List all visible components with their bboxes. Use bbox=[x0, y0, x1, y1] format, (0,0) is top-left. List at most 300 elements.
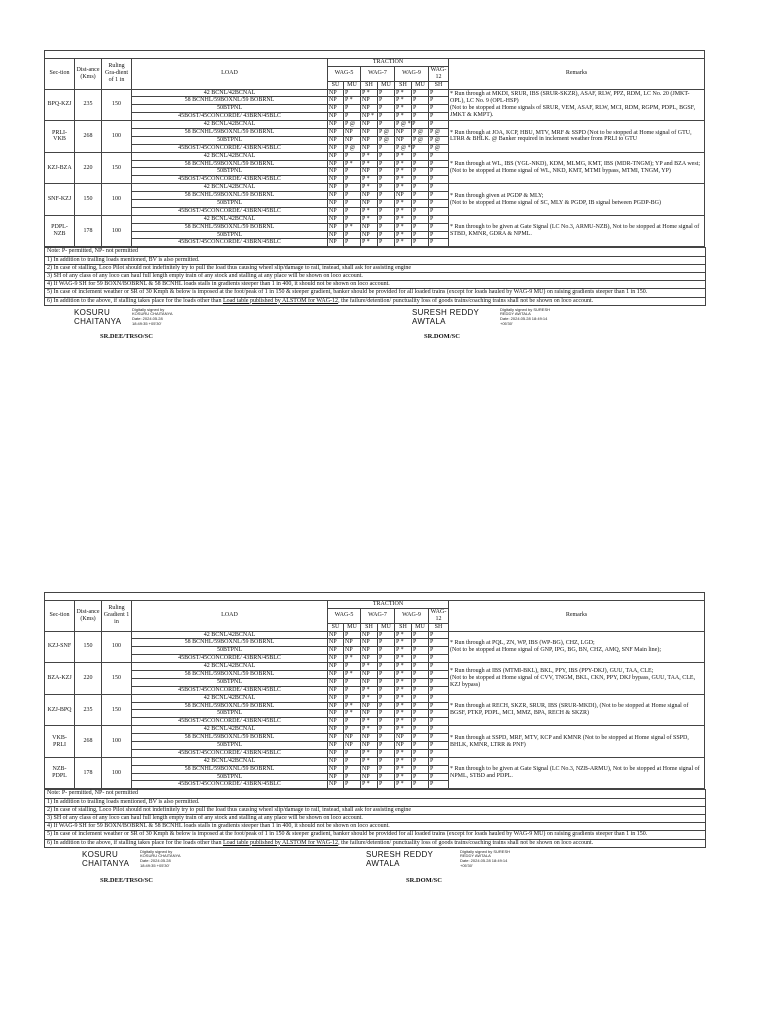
traction-cell: P bbox=[344, 105, 361, 113]
table-row bbox=[45, 631, 705, 639]
traction-cell: P bbox=[344, 765, 361, 773]
traction-cell: P bbox=[412, 192, 429, 200]
note-line: Note: P- permitted, NP- not permitted bbox=[45, 789, 705, 797]
load-cell: 58 BCNHL/59BOXNL/59 BOBRNL bbox=[132, 765, 328, 773]
traction-cell: P bbox=[429, 671, 449, 679]
traction-cell: P bbox=[429, 223, 449, 231]
load-cell: 50BTPNL bbox=[132, 105, 328, 113]
sig-meta-line: 18:49:35 +05'30' bbox=[132, 321, 162, 327]
traction-cell: NP bbox=[328, 734, 344, 742]
distance-cell: 150 bbox=[75, 631, 102, 663]
traction-cell: P bbox=[378, 781, 395, 789]
traction-cell: P @ bbox=[412, 136, 429, 144]
note-line: Note: P- permitted, NP- not permitted bbox=[45, 247, 705, 255]
sig-meta-line: KOSURU CHAITANYA bbox=[132, 311, 173, 317]
traction-cell: P bbox=[378, 639, 395, 647]
traction-cell: P bbox=[378, 239, 395, 247]
traction-cell: P * bbox=[395, 718, 412, 726]
signature-left bbox=[82, 850, 129, 868]
traction-cell: NP bbox=[361, 671, 378, 679]
ruling-gradient-cell: 100 bbox=[102, 215, 132, 247]
traction-cell: NP bbox=[328, 136, 344, 144]
section-cell: BZA-KZJ bbox=[45, 663, 75, 695]
traction-cell: P * bbox=[361, 726, 378, 734]
note-line: 6) In addition to the above, if stalling takes place for the loads other than Load table published by ALSTOM for WAG-12, the failure/detention/ punctuality loss of goods trains/coaching trains shall not be shown on loco account. bbox=[45, 839, 705, 847]
traction-cell: P bbox=[429, 726, 449, 734]
traction-cell: P bbox=[412, 631, 429, 639]
load-cell: 45BOST/45CONCORDE/ 43BRN/45BLC bbox=[132, 207, 328, 215]
traction-cell: P bbox=[412, 671, 429, 679]
col-header-mu: MU bbox=[344, 81, 361, 89]
load-cell: 45BOST/45CONCORDE/ 43BRN/45BLC bbox=[132, 144, 328, 152]
col-header-wag5: WAG-5 bbox=[328, 608, 361, 623]
section-cell: SNF-KZJ bbox=[45, 184, 75, 216]
traction-cell: NP bbox=[328, 726, 344, 734]
traction-cell: P bbox=[429, 734, 449, 742]
traction-cell: P bbox=[344, 168, 361, 176]
col-header-sh: SH bbox=[429, 81, 449, 89]
traction-cell: P bbox=[412, 97, 429, 105]
traction-cell: NP bbox=[328, 152, 344, 160]
traction-cell: NP bbox=[328, 781, 344, 789]
traction-cell: NP bbox=[328, 671, 344, 679]
traction-cell: P bbox=[344, 176, 361, 184]
traction-cell: P @ bbox=[412, 129, 429, 137]
note-line: 5) In case of inclement weather or SR of 30 Kmph & below is imposed at the foot/peak of 1 in 150 & steeper gradient, banker should be provided for all loaded trains (except for loads hauled by WAG-9 MU) on raising gradients steeper than 1 in 150. bbox=[45, 830, 705, 838]
remarks-cell: * Run through to be given at Gate Signal (LC No.3, ARMU-NZB), Not to be stopped at Home signal of STBD, KMNR, GDRA & NPML. bbox=[449, 215, 705, 247]
traction-cell: P bbox=[412, 726, 429, 734]
signature-row-2 bbox=[44, 848, 704, 894]
traction-cell: P bbox=[378, 686, 395, 694]
signature-row-1 bbox=[44, 306, 704, 352]
sig-meta-line: +05'30' bbox=[460, 863, 473, 869]
sig-meta-line: Date: 2024.05.28 bbox=[140, 858, 171, 864]
load-cell: 50BTPNL bbox=[132, 742, 328, 750]
traction-cell: P * bbox=[361, 215, 378, 223]
digital-signature-meta bbox=[132, 308, 173, 327]
traction-cell: NP bbox=[328, 757, 344, 765]
traction-cell: P bbox=[378, 765, 395, 773]
traction-cell: P bbox=[412, 678, 429, 686]
traction-cell: P bbox=[378, 105, 395, 113]
traction-cell: NP bbox=[361, 678, 378, 686]
traction-cell: NP bbox=[344, 129, 361, 137]
signature-left bbox=[74, 308, 121, 326]
traction-cell: P bbox=[429, 686, 449, 694]
traction-cell: P bbox=[344, 781, 361, 789]
traction-cell: P * bbox=[395, 184, 412, 192]
traction-cell: NP bbox=[361, 200, 378, 208]
ruling-gradient-cell: 150 bbox=[102, 694, 132, 726]
traction-cell: P bbox=[412, 749, 429, 757]
note-line: 4) If WAG-9 SH for 59 BOXN/BOBRNL & 58 BCNHL loads stalls in gradients steeper than 1 in 400, it should not be shown on loco account. bbox=[45, 280, 705, 288]
traction-cell: NP bbox=[361, 192, 378, 200]
traction-cell: P * bbox=[361, 686, 378, 694]
traction-cell: P bbox=[378, 773, 395, 781]
sig-meta-line: Digitally signed by SURESH bbox=[500, 306, 551, 312]
traction-cell: P * bbox=[361, 207, 378, 215]
traction-cell: P bbox=[412, 710, 429, 718]
traction-cell: P @ * P bbox=[396, 121, 416, 128]
traction-cell: P * bbox=[395, 694, 412, 702]
ruling-gradient-cell: 100 bbox=[102, 121, 132, 153]
traction-cell: P bbox=[429, 184, 449, 192]
remarks-cell: * Run through at MKDI, SRUR, IBS (SRUR-SKZR), ASAF, RLW, PPZ, RDM, LC No. 20 (JMKT-OPL), LC No. 9 (OPL-HSP) (Not to be stopped at Home signals of SRUR, VEM, ASAF, RLW, MCI, RDM, RGPM, PDPL, BGSF, JMKT & KMPT). bbox=[449, 89, 705, 121]
traction-cell: P * bbox=[395, 89, 412, 97]
traction-cell: P * bbox=[395, 200, 412, 208]
traction-cell: P * bbox=[361, 89, 378, 97]
traction-cell: P * bbox=[361, 757, 378, 765]
traction-cell: NP bbox=[361, 231, 378, 239]
traction-cell: P bbox=[344, 192, 361, 200]
signer-name: CHAITANYA bbox=[74, 316, 122, 326]
note-line: 5) In case of inclement weather or SR of 30 Kmph & below is imposed at the foot/peak of 1 in 150 & steeper gradient, banker should be provided for all loaded trains (except for loads hauled by WAG-9 MU) on raising gradients steeper than 1 in 150. bbox=[45, 288, 705, 296]
distance-cell: 150 bbox=[75, 184, 102, 216]
traction-cell: NP bbox=[328, 710, 344, 718]
traction-cell: P * bbox=[395, 215, 412, 223]
traction-cell: NP bbox=[361, 168, 378, 176]
traction-cell: P bbox=[429, 152, 449, 160]
traction-cell: P bbox=[344, 749, 361, 757]
traction-cell: NP bbox=[328, 144, 344, 152]
traction-cell: NP bbox=[395, 129, 412, 137]
traction-cell: P * bbox=[395, 671, 412, 679]
load-cell: 58 BCNHL/59BOXNL/59 BOBRNL bbox=[132, 639, 328, 647]
remarks-cell: * Run through given at PGDP & MLY; (Not to be stopped at Home signal of SC, MLY & PGDP, IB signal between PGDP-BG) bbox=[449, 184, 705, 216]
traction-cell: P * bbox=[395, 223, 412, 231]
traction-cell: P * bbox=[395, 726, 412, 734]
traction-cell: NP bbox=[328, 678, 344, 686]
traction-cell: P bbox=[378, 207, 395, 215]
col-header-ruling-gradient: Ruling Gra-dient of 1 in bbox=[102, 59, 132, 90]
traction-cell: P * bbox=[395, 207, 412, 215]
load-cell: 45BOST/45CONCORDE/ 43BRN/45BLC bbox=[132, 749, 328, 757]
sig-meta-line: Digitally signed by SURESH bbox=[460, 848, 511, 854]
traction-cell: NP bbox=[361, 129, 378, 137]
traction-cell: P bbox=[412, 765, 429, 773]
traction-cell: P * bbox=[395, 765, 412, 773]
ruling-gradient-cell: 150 bbox=[102, 663, 132, 695]
traction-cell: P bbox=[378, 694, 395, 702]
traction-cell: P bbox=[344, 207, 361, 215]
traction-cell: P bbox=[429, 89, 449, 97]
traction-cell: NP bbox=[344, 734, 361, 742]
traction-cell: P bbox=[378, 89, 395, 97]
remarks-cell: * Run through at IBS (MTMI-BKL), BKL, PPY, IBS (PPY-DKJ), GUU, TAA, CLE; (Not to be stopped at Home signal of CVV, TNGM, BKL, CKN, PPY, DKJ bypass, GUU, TAA, CLE, KZJ bypass) bbox=[449, 663, 705, 695]
traction-cell: P @ bbox=[429, 129, 449, 137]
col-header-section: Sec-tion bbox=[45, 59, 75, 90]
traction-cell: NP bbox=[361, 773, 378, 781]
traction-cell: P bbox=[344, 89, 361, 97]
col-header-distance: Dist-ance (Kms) bbox=[75, 59, 102, 90]
traction-cell: P bbox=[344, 663, 361, 671]
traction-cell: P * bbox=[395, 231, 412, 239]
distance-cell: 235 bbox=[75, 89, 102, 121]
traction-cell: P bbox=[378, 176, 395, 184]
traction-cell: P * bbox=[344, 223, 361, 231]
col-header-su: SU bbox=[328, 623, 344, 631]
traction-cell: P * bbox=[395, 749, 412, 757]
load-table-reference: Load table published by ALSTOM for WAG-12 bbox=[222, 297, 339, 304]
traction-cell: P bbox=[378, 726, 395, 734]
signer-name: AWTALA bbox=[412, 316, 446, 326]
table-row bbox=[45, 663, 705, 671]
traction-cell: P bbox=[429, 168, 449, 176]
load-table-reference: Load table published by ALSTOM for WAG-12 bbox=[222, 839, 339, 846]
traction-cell: P bbox=[378, 113, 395, 121]
traction-cell: NP bbox=[328, 121, 344, 129]
remarks-cell: * Run through to be given at Gate Signal (LC No.3, NZB-ARMU), Not to be stopped at Home signal of NPML, STBD and PDPL. bbox=[449, 757, 705, 789]
traction-cell: P bbox=[429, 192, 449, 200]
col-header-traction: TRACTION bbox=[328, 601, 449, 609]
traction-cell: P * bbox=[344, 671, 361, 679]
signer-name: SURESH REDDY bbox=[412, 307, 480, 317]
traction-cell: P bbox=[378, 655, 395, 663]
traction-cell: P * bbox=[361, 152, 378, 160]
traction-cell: P * bbox=[361, 239, 378, 247]
traction-cell: P bbox=[429, 710, 449, 718]
col-header-su: SU bbox=[328, 81, 344, 89]
section-cell: KZJ-BZA bbox=[45, 152, 75, 184]
traction-cell: P @ bbox=[344, 121, 361, 129]
ruling-gradient-cell: 100 bbox=[102, 726, 132, 758]
traction-cell: P bbox=[429, 105, 449, 113]
traction-cell: P bbox=[429, 631, 449, 639]
traction-cell: NP bbox=[361, 710, 378, 718]
traction-cell: P bbox=[412, 223, 429, 231]
load-cell: 58 BCNHL/59BOXNL/59 BOBRNL bbox=[132, 671, 328, 679]
traction-cell: NP bbox=[361, 631, 378, 639]
distance-cell: 268 bbox=[75, 121, 102, 153]
traction-cell: P bbox=[378, 742, 395, 750]
traction-cell: P bbox=[429, 678, 449, 686]
load-cell: 45BOST/45CONCORDE/ 43BRN/45BLC bbox=[132, 239, 328, 247]
remarks-cell: * Run through at SSPD, MRF, MTV, KCP and KMNR (Not to be stopped at Home signal of SSPD, BHLK, KMNR, LTRR & PNF) bbox=[449, 726, 705, 758]
section-cell: VKB-PRLI bbox=[45, 726, 75, 758]
traction-cell: P bbox=[412, 113, 429, 121]
table-row bbox=[45, 726, 705, 734]
traction-cell: P @ bbox=[344, 144, 361, 152]
traction-cell: P bbox=[412, 639, 429, 647]
note-line: 6) In addition to the above, if stalling takes place for the loads other than Load table published by ALSTOM for WAG-12, the failure/detention/ punctuality loss of goods trains/coaching trains shall not be shown on loco account. bbox=[45, 297, 705, 305]
traction-cell: P bbox=[412, 184, 429, 192]
traction-cell: P @ bbox=[378, 129, 395, 137]
traction-cell: P bbox=[344, 113, 361, 121]
traction-cell: P bbox=[378, 647, 395, 655]
traction-cell: P bbox=[344, 215, 361, 223]
traction-cell: P bbox=[378, 160, 395, 168]
load-cell: 45BOST/45CONCORDE/ 43BRN/45BLC bbox=[132, 176, 328, 184]
traction-cell: NP bbox=[328, 192, 344, 200]
traction-cell: P * bbox=[395, 678, 412, 686]
load-cell: 42 BCNL/42BCNAL bbox=[132, 663, 328, 671]
load-cell: 50BTPNL bbox=[132, 647, 328, 655]
traction-cell: NP bbox=[328, 200, 344, 208]
traction-cell: P bbox=[412, 152, 429, 160]
sig-meta-line: Date: 2024.05.28 bbox=[132, 316, 163, 322]
traction-cell: NP bbox=[361, 702, 378, 710]
traction-cell: NP * bbox=[361, 113, 378, 121]
note-line: 4) If WAG-9 SH for 59 BOXN/BOBRNL & 58 BCNHL loads stalls in gradients steeper than 1 in 400, it should not be shown on loco account. bbox=[45, 822, 705, 830]
load-table-1 bbox=[44, 50, 705, 247]
col-header-sh: SH bbox=[429, 623, 449, 631]
traction-cell: P bbox=[412, 757, 429, 765]
traction-cell: NP bbox=[361, 655, 378, 663]
traction-cell: NP bbox=[328, 765, 344, 773]
traction-cell: P bbox=[412, 200, 429, 208]
note-line: 2) In case of stalling, Loco Pilot should not indefinitely try to pull the load thus causing wheel slip/damage to rail, instead, shall ask for assisting engine bbox=[45, 806, 705, 814]
traction-cell: NP bbox=[361, 97, 378, 105]
traction-cell: P bbox=[378, 718, 395, 726]
traction-cell: P bbox=[412, 773, 429, 781]
traction-cell: P bbox=[344, 152, 361, 160]
traction-cell: P bbox=[412, 647, 429, 655]
load-table-section-2 bbox=[44, 592, 704, 894]
traction-cell: P bbox=[344, 184, 361, 192]
traction-cell: P bbox=[429, 655, 449, 663]
traction-cell: P * bbox=[395, 113, 412, 121]
load-cell: 42 BCNL/42BCNAL bbox=[132, 757, 328, 765]
traction-cell: P bbox=[429, 663, 449, 671]
col-header-wag5: WAG-5 bbox=[328, 66, 361, 81]
traction-cell: P * bbox=[395, 168, 412, 176]
note-line: 3) SH of any class of any loco can haul full length empty train of any stock and stalling at any place will be shown on loco account. bbox=[45, 814, 705, 822]
traction-cell: P * bbox=[361, 749, 378, 757]
traction-cell: P * bbox=[361, 663, 378, 671]
traction-cell: P bbox=[412, 160, 429, 168]
traction-cell: NP bbox=[328, 129, 344, 137]
ruling-gradient-cell: 100 bbox=[102, 184, 132, 216]
distance-cell: 220 bbox=[75, 663, 102, 695]
load-cell: 42 BCNL/42BCNAL bbox=[132, 631, 328, 639]
load-cell: 58 BCNHL/59BOXNL/59 BOBRNL bbox=[132, 160, 328, 168]
traction-cell: P * bbox=[361, 184, 378, 192]
traction-cell: P * bbox=[344, 655, 361, 663]
col-header-mu: MU bbox=[378, 81, 395, 89]
load-cell: 45BOST/45CONCORDE/ 43BRN/45BLC bbox=[132, 781, 328, 789]
traction-cell: P bbox=[378, 121, 395, 129]
load-cell: 42 BCNL/42BCNAL bbox=[132, 121, 328, 129]
section-cell: PRLI-VKB bbox=[45, 121, 75, 153]
traction-cell: NP bbox=[328, 223, 344, 231]
col-header-wag12: WAG-12 bbox=[429, 66, 449, 81]
traction-cell: P bbox=[429, 765, 449, 773]
load-cell: 50BTPNL bbox=[132, 136, 328, 144]
traction-cell: P bbox=[429, 718, 449, 726]
traction-cell: NP bbox=[328, 639, 344, 647]
digital-signature-meta bbox=[460, 850, 510, 869]
load-cell: 58 BCNHL/59BOXNL/59 BOBRNL bbox=[132, 97, 328, 105]
sig-meta-line: REDDY AWTALA bbox=[460, 853, 491, 859]
section-cell: NZB-PDPL bbox=[45, 757, 75, 789]
traction-cell: NP bbox=[328, 647, 344, 655]
load-cell: 58 BCNHL/59BOXNL/59 BOBRNL bbox=[132, 129, 328, 137]
traction-cell: P * bbox=[395, 97, 412, 105]
traction-cell: P bbox=[412, 207, 429, 215]
traction-cell: P bbox=[412, 168, 429, 176]
traction-cell: P * bbox=[361, 694, 378, 702]
traction-cell: P * bbox=[395, 702, 412, 710]
ruling-gradient-cell: 150 bbox=[102, 152, 132, 184]
load-cell: 50BTPNL bbox=[132, 200, 328, 208]
load-cell: 45BOST/45CONCORDE/ 43BRN/45BLC bbox=[132, 655, 328, 663]
traction-cell: P bbox=[429, 694, 449, 702]
traction-cell: P * bbox=[395, 631, 412, 639]
traction-cell: P bbox=[378, 702, 395, 710]
load-cell: 42 BCNL/42BCNAL bbox=[132, 215, 328, 223]
col-header-wag12: WAG-12 bbox=[429, 608, 449, 623]
traction-cell: NP bbox=[328, 89, 344, 97]
load-cell: 58 BCNHL/59BOXNL/59 BOBRNL bbox=[132, 223, 328, 231]
traction-cell: NP bbox=[344, 639, 361, 647]
traction-cell: NP bbox=[328, 105, 344, 113]
distance-cell: 220 bbox=[75, 152, 102, 184]
traction-cell: P bbox=[344, 757, 361, 765]
remarks-cell: * Run through at WL, IBS (YGL-NKD), KDM, MLMG, KMT, IBS (MDR-TNGM); YP and BZA west; (Not to be stopped at Home signal of WL, NKD, KMT, MTMI bypass, MTMI, TNGM, YP) bbox=[449, 152, 705, 184]
traction-cell: P * bbox=[344, 702, 361, 710]
traction-cell: P bbox=[412, 239, 429, 247]
traction-cell: P bbox=[344, 718, 361, 726]
traction-cell: NP bbox=[328, 215, 344, 223]
signer-name: KOSURU bbox=[74, 307, 111, 317]
traction-cell: NP bbox=[328, 702, 344, 710]
sig-meta-line: 18:49:35 +05'30' bbox=[140, 863, 170, 869]
traction-cell: P bbox=[412, 686, 429, 694]
digital-signature-meta bbox=[500, 308, 550, 327]
col-header-load: LOAD bbox=[132, 59, 328, 90]
sig-meta-line: REDDY AWTALA bbox=[500, 311, 531, 317]
col-header-wag7: WAG-7 bbox=[361, 608, 395, 623]
traction-cell: P bbox=[429, 742, 449, 750]
traction-cell: NP bbox=[344, 742, 361, 750]
ruling-gradient-cell: 100 bbox=[102, 757, 132, 789]
col-header-remarks: Remarks bbox=[449, 59, 705, 90]
designation-right: SR.DOM/SC bbox=[406, 876, 442, 884]
traction-cell: NP bbox=[361, 105, 378, 113]
col-header-sh: SH bbox=[361, 81, 378, 89]
traction-cell: P bbox=[378, 152, 395, 160]
distance-cell: 268 bbox=[75, 726, 102, 758]
load-table-2 bbox=[44, 592, 705, 789]
traction-cell: P bbox=[429, 97, 449, 105]
load-cell: 42 BCNL/42BCNAL bbox=[132, 152, 328, 160]
sig-meta-line: Digitally signed by bbox=[132, 306, 165, 312]
traction-cell: P bbox=[344, 231, 361, 239]
traction-cell: P bbox=[378, 231, 395, 239]
traction-cell: P * bbox=[361, 718, 378, 726]
traction-cell: P bbox=[429, 231, 449, 239]
traction-cell: NP bbox=[328, 168, 344, 176]
table-row bbox=[45, 694, 705, 702]
traction-cell: NP bbox=[328, 176, 344, 184]
traction-cell: P bbox=[378, 223, 395, 231]
traction-cell: P bbox=[378, 663, 395, 671]
load-cell: 42 BCNL/42BCNAL bbox=[132, 89, 328, 97]
traction-cell: P * bbox=[395, 176, 412, 184]
traction-cell: P * bbox=[395, 710, 412, 718]
traction-cell: NP bbox=[328, 231, 344, 239]
table-row bbox=[45, 757, 705, 765]
traction-cell: P bbox=[412, 663, 429, 671]
traction-cell: P * bbox=[395, 105, 412, 113]
note-line: 3) SH of any class of any loco can haul full length empty train of any stock and stalling at any place will be shown on loco account. bbox=[45, 272, 705, 280]
load-cell: 50BTPNL bbox=[132, 231, 328, 239]
traction-cell: P bbox=[429, 757, 449, 765]
col-header-wag7: WAG-7 bbox=[361, 66, 395, 81]
section-cell: BPQ-KZJ bbox=[45, 89, 75, 121]
traction-cell: NP bbox=[361, 742, 378, 750]
traction-cell: P * bbox=[361, 176, 378, 184]
